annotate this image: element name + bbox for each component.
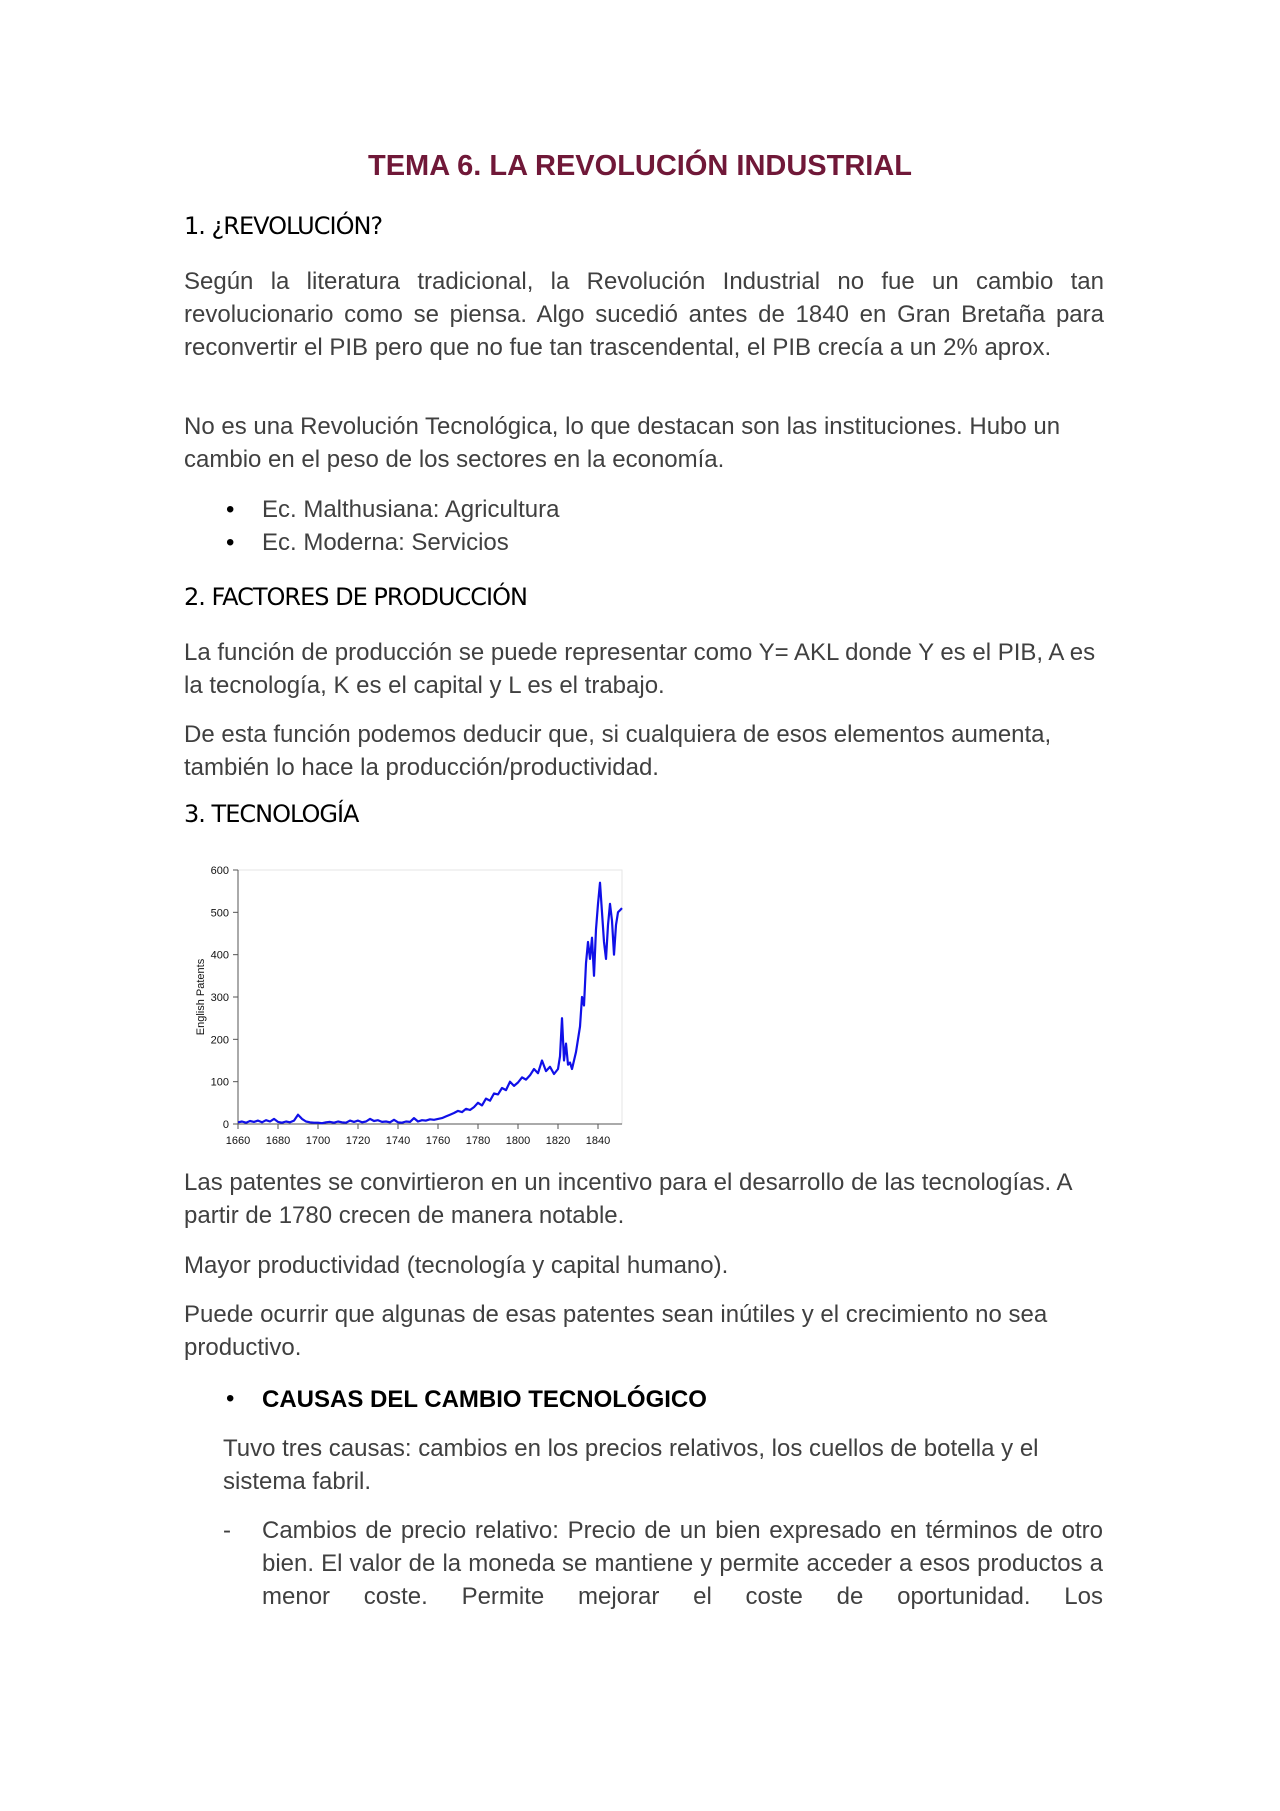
paragraph: Mayor productividad (tecnología y capital humano). (184, 1252, 729, 1279)
paragraph: Según la literatura tradicional, la Revolución Industrial no fue un cambio tan revolucionario como se piensa. Algo sucedió antes de 1840 en Gran Bretaña para reconvertir el PIB pero que no fue tan trascendental, el PIB crecía a un 2% aprox. (184, 268, 1104, 361)
list-item: Ec. Malthusiana: Agricultura (262, 496, 560, 523)
paragraph: Tuvo tres causas: cambios en los precios relativos, los cuellos de botella y el sistema fabril. (223, 1435, 1039, 1495)
bullet-icon: • (226, 1385, 235, 1412)
list-item: Cambios de precio relativo: Precio de un bien expresado en términos de otro bien. El valor de la moneda se mantiene y permite acceder a esos productos a menor coste. Permite mejorar el coste de oportunidad. Los (262, 1517, 1103, 1610)
bullet-icon: • (226, 529, 235, 556)
bullet-icon: • (226, 496, 235, 523)
paragraph: De esta función podemos deducir que, si cualquiera de esos elementos aumenta, también lo hace la producción/productividad. (184, 721, 1052, 781)
y-tick-label: 300 (210, 992, 229, 1004)
document-title: TEMA 6. LA REVOLUCIÓN INDUSTRIAL (367, 150, 913, 182)
y-tick-label: 400 (210, 949, 229, 962)
x-tick-label: 1740 (385, 1135, 411, 1147)
section-heading-tecnologia: 3. TECNOLOGÍA (184, 800, 359, 828)
paragraph: Puede ocurrir que algunas de esas patentes sean inútiles y el crecimiento no sea productivo. (184, 1301, 1048, 1361)
y-tick-label: 200 (210, 1034, 229, 1047)
dash-icon: - (223, 1517, 231, 1544)
x-tick-label: 1840 (585, 1135, 611, 1147)
chart-axes (238, 870, 622, 1124)
y-tick-label: 500 (210, 907, 229, 920)
paragraph: Las patentes se convirtieron en un incentivo para el desarrollo de las tecnologías. A partir de 1780 crecen de manera notable. (184, 1169, 1072, 1229)
paragraph: No es una Revolución Tecnológica, lo que destacan son las instituciones. Hubo un cambio en el peso de los sectores en la economía. (184, 413, 1061, 473)
y-tick-label: 100 (210, 1076, 229, 1089)
list-item: Ec. Moderna: Servicios (262, 529, 509, 556)
subsection-heading: CAUSAS DEL CAMBIO TECNOLÓGICO (262, 1386, 707, 1413)
y-tick-label: 600 (210, 865, 229, 877)
y-axis-label: English Patents (195, 958, 207, 1036)
section-heading-revolucion: 1. ¿REVOLUCIÓN? (184, 212, 383, 240)
x-tick-label: 1800 (505, 1135, 531, 1147)
patents-chart (186, 862, 626, 1152)
x-tick-label: 1680 (265, 1135, 291, 1147)
x-tick-label: 1660 (225, 1135, 251, 1147)
plot-area (238, 870, 622, 1124)
x-tick-label: 1820 (545, 1135, 571, 1147)
x-tick-label: 1700 (305, 1135, 331, 1147)
section-heading-factores: 2. FACTORES DE PRODUCCIÓN (184, 583, 527, 611)
x-tick-label: 1780 (465, 1135, 491, 1147)
x-tick-label: 1760 (425, 1135, 451, 1147)
y-tick-label: 0 (222, 1119, 229, 1131)
x-tick-label: 1720 (345, 1135, 371, 1147)
paragraph: La función de producción se puede representar como Y= AKL donde Y es el PIB, A es la tecnología, K es el capital y L es el trabajo. (184, 639, 1096, 699)
